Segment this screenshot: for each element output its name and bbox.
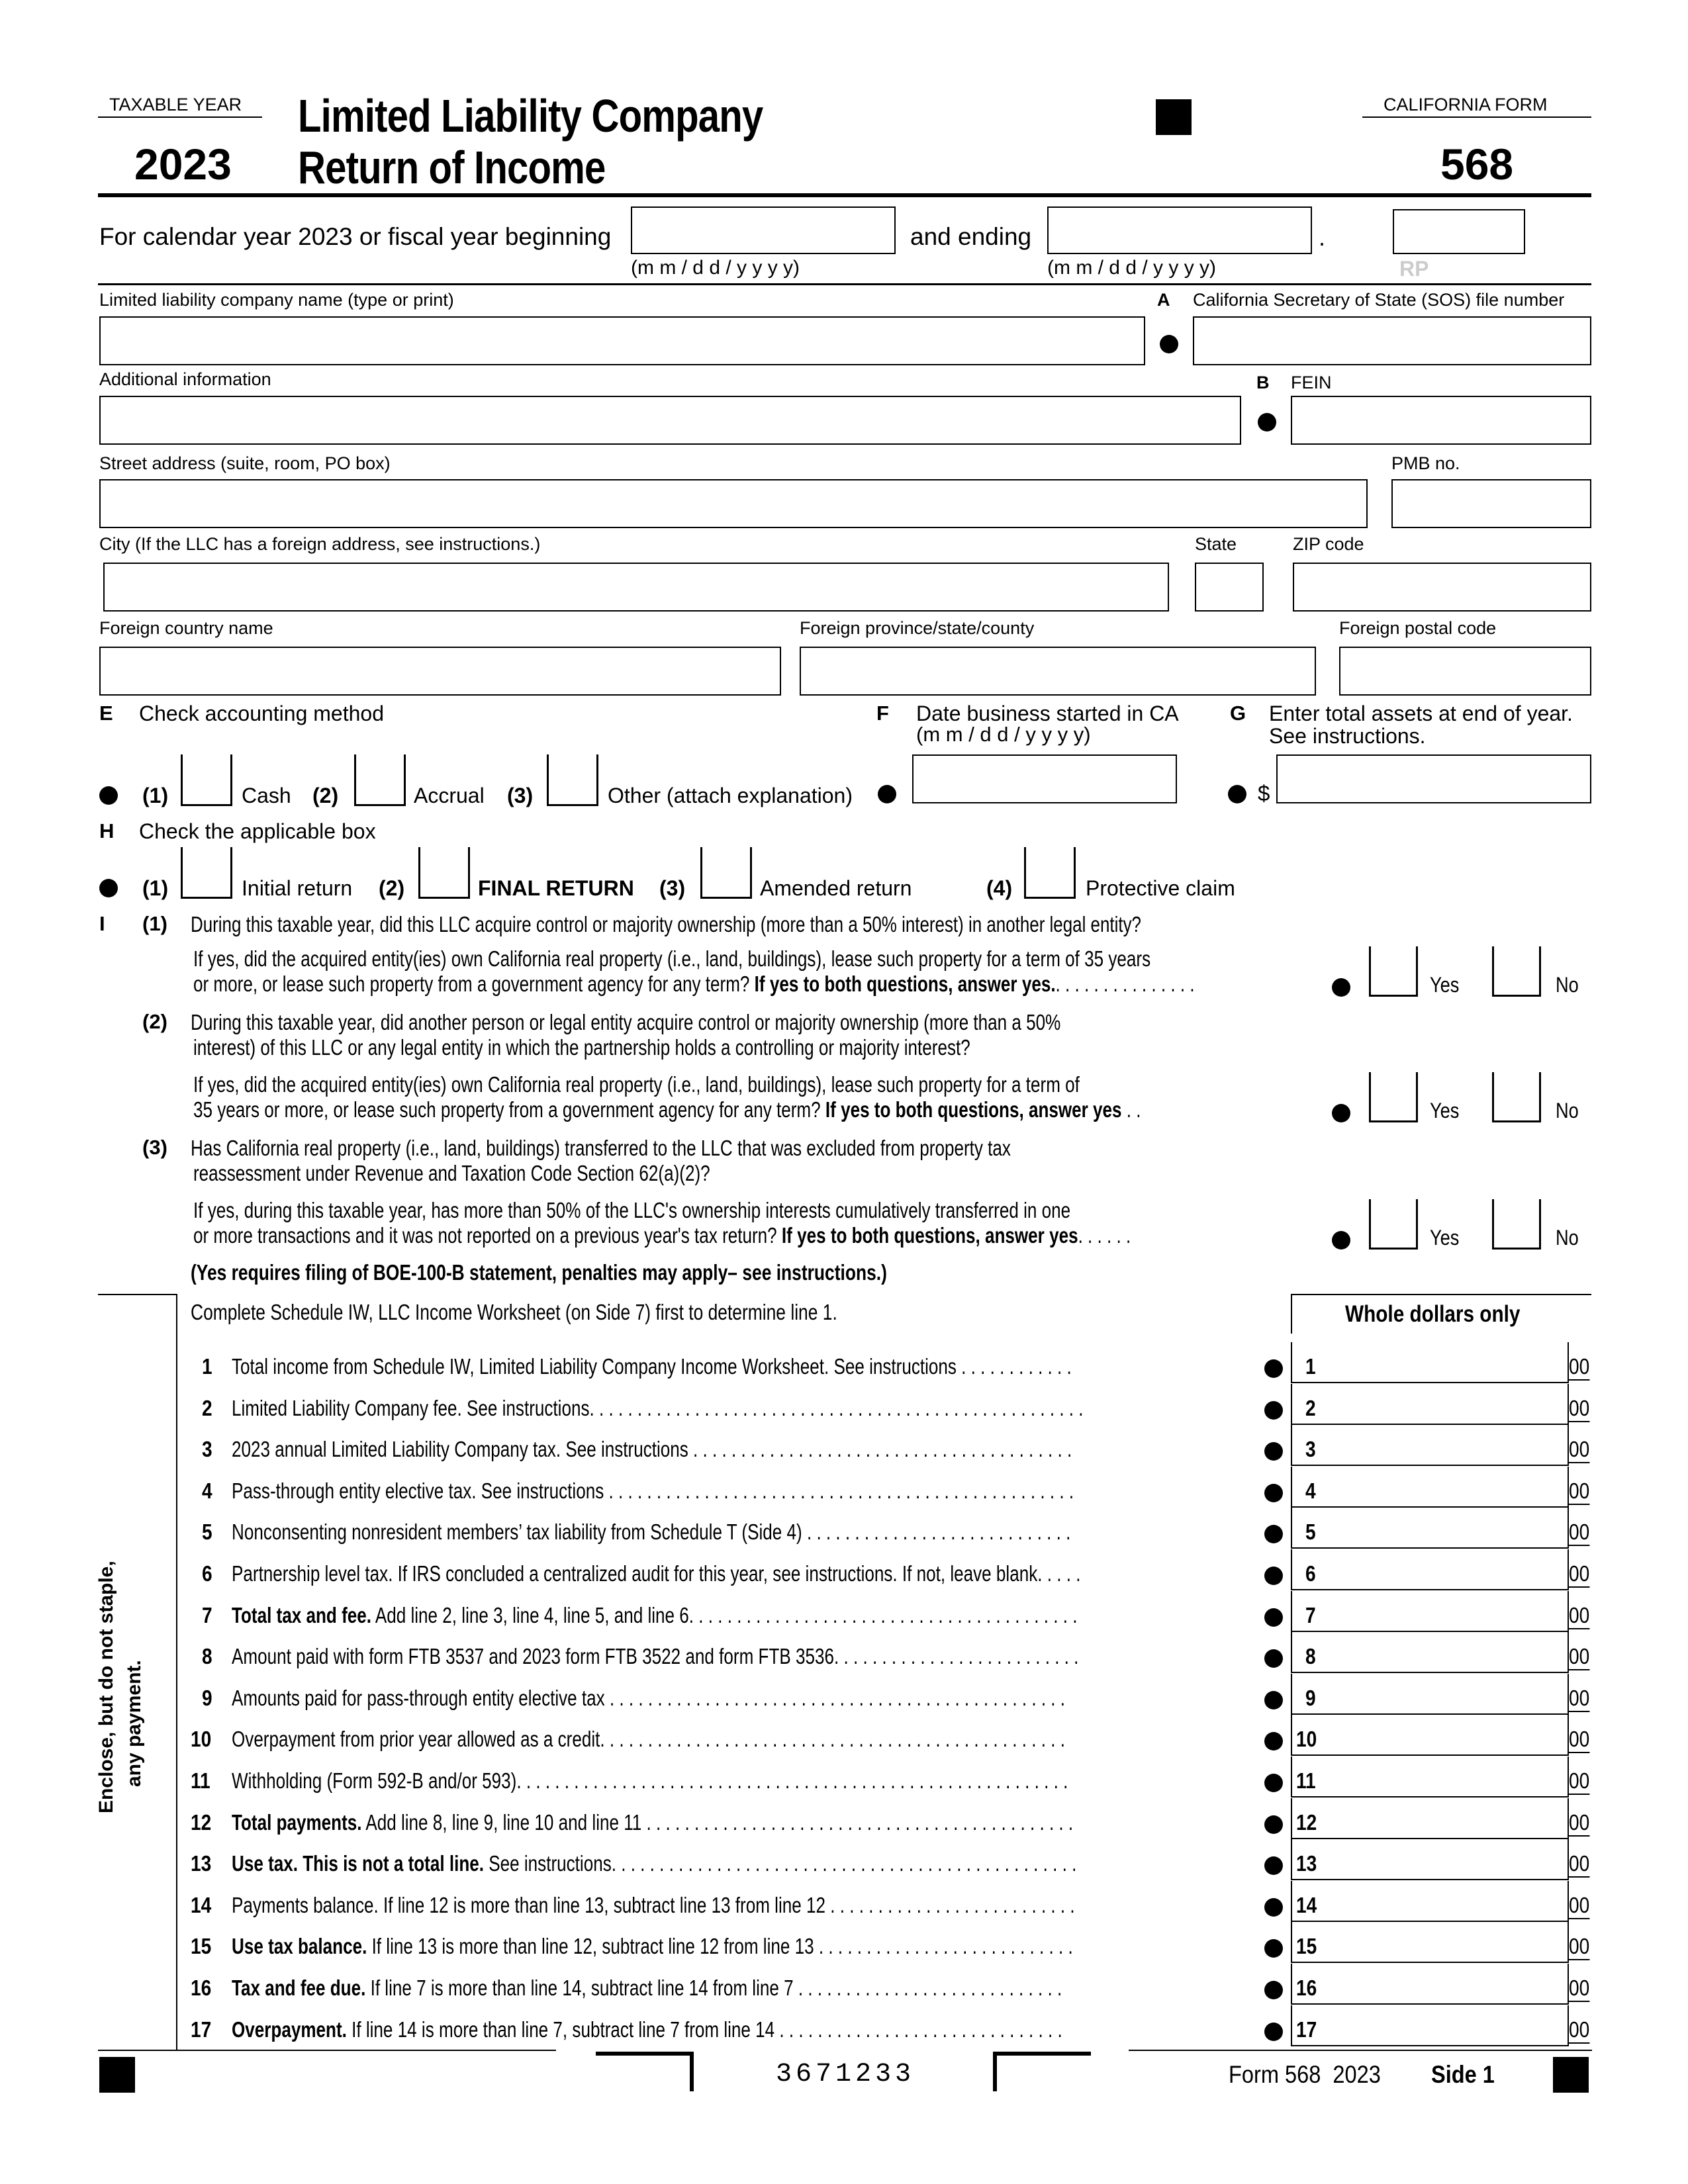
i-q1-text: During this taxable year, did this LLC acquire control or majority ownership (more than a 50% interest) in another legal entity? <box>191 912 1141 936</box>
line-number: 10 <box>191 1727 212 1751</box>
rp-label: RP <box>1399 257 1429 281</box>
line-description <box>232 1603 1173 1628</box>
line-description <box>232 1396 1173 1421</box>
e-other-label: Other (attach explanation) <box>608 784 853 807</box>
line-reference-number: 7 <box>1305 1603 1316 1627</box>
line-description-text: If line 13 is more than line 12, subtract line 12 from line 13 . . . . . . . . . . . . . . . . . . . . . . . . . . . <box>367 1934 1073 1958</box>
i-q1-followup-1: If yes, did the acquired entity(ies) own California real property (i.e., land, buildings), lease such property for a term of 35 years <box>193 946 1151 971</box>
i-q3-instruction: If yes to both questions, answer yes <box>781 1223 1078 1248</box>
line-1-amount-input[interactable] <box>1292 1342 1569 1383</box>
line-7-amount-input[interactable] <box>1292 1591 1569 1632</box>
line-16-amount-input[interactable] <box>1292 1964 1569 2005</box>
i-q3-yes-checkbox[interactable] <box>1369 1199 1418 1250</box>
line-reference-number: 17 <box>1296 2017 1317 2042</box>
required-bullet <box>1264 1401 1283 1420</box>
total-assets-input[interactable] <box>1276 754 1591 803</box>
i-q1-instruction: If yes to both questions, answer yes. <box>754 972 1056 996</box>
line-description-text: Overpayment from prior year allowed as a credit. . . . . . . . . . . . . . . . . . . . . . . . . . . . . . . . . . . . . . . . . . . . . . . . . <box>232 1727 1065 1751</box>
line-description <box>232 1851 1173 1876</box>
i-q1-no-checkbox[interactable] <box>1492 946 1541 997</box>
h-amended-return-checkbox[interactable] <box>700 847 752 899</box>
pmb-label: PMB no. <box>1391 453 1460 473</box>
form-title-line1: Limited Liability Company <box>298 90 763 142</box>
line-box-left-rule <box>1291 1467 1292 1508</box>
line-12-amount-input[interactable] <box>1292 1798 1569 1839</box>
field-a-letter: A <box>1157 290 1170 310</box>
whole-dollars-left-rule <box>1291 1294 1292 1334</box>
line-description-text: 2023 annual Limited Liability Company tax. See instructions . . . . . . . . . . . . . . . . . . . . . . . . . . . . . . . . . . . . . . . . <box>232 1437 1072 1461</box>
required-bullet <box>1332 1231 1350 1250</box>
line-cents: 00 <box>1569 1437 1589 1463</box>
additional-info-label: Additional information <box>99 369 271 389</box>
line-number: 3 <box>202 1437 212 1461</box>
line-description-text: Add line 8, line 9, line 10 and line 11 . . . . . . . . . . . . . . . . . . . . . . . . . . . . . . . . . . . . . . . . . . . . . <box>361 1810 1074 1835</box>
line-cents: 00 <box>1569 1851 1589 1878</box>
sos-file-number-label: California Secretary of State (SOS) file number <box>1193 290 1565 310</box>
line-reference-number: 16 <box>1296 1976 1317 2000</box>
line-number: 12 <box>191 1810 212 1835</box>
i-q2-leader-dots: . . <box>1126 1097 1141 1122</box>
line-number: 7 <box>202 1603 212 1627</box>
required-bullet <box>1332 1104 1350 1122</box>
line-reference-number: 8 <box>1305 1644 1316 1668</box>
required-bullet <box>1264 1608 1283 1627</box>
schedule-top-rule <box>98 1294 176 1295</box>
fein-input[interactable] <box>1291 396 1591 445</box>
footer-left-rule <box>98 2050 556 2051</box>
line-number: 17 <box>191 2017 212 2042</box>
line-box-left-rule <box>1291 1508 1292 1549</box>
i-q2-text-1: During this taxable year, did another person or legal entity acquire control or majority ownership (more than a 50% <box>191 1010 1061 1034</box>
h-option-3-number: (3) <box>659 876 686 900</box>
i-q3-followup-1: If yes, during this taxable year, has more than 50% of the LLC's ownership interests cumulatively transferred in one <box>193 1198 1071 1222</box>
line-reference-number: 5 <box>1305 1520 1316 1544</box>
required-bullet <box>1264 1732 1283 1751</box>
required-bullet <box>1160 335 1178 353</box>
required-bullet <box>1264 1815 1283 1834</box>
line-reference-number: 11 <box>1296 1768 1316 1793</box>
line-reference-number: 14 <box>1296 1893 1317 1917</box>
i-q3-no-label: No <box>1556 1226 1579 1250</box>
line-number: 11 <box>191 1768 211 1793</box>
state-label: State <box>1195 534 1237 554</box>
line-description-bold: Tax and fee due. <box>232 1976 366 2000</box>
line-description <box>232 1727 1173 1752</box>
required-bullet <box>1264 1649 1283 1668</box>
period-rule <box>98 283 1591 285</box>
line-number: 9 <box>202 1686 212 1710</box>
required-bullet <box>1264 1567 1283 1585</box>
h-option-1-number: (1) <box>142 876 169 900</box>
line-description-bold: Overpayment. <box>232 2017 347 2042</box>
line-description-text: Amounts paid for pass-through entity elective tax . . . . . . . . . . . . . . . . . . . . . . . . . . . . . . . . . . . . . . . . . . . . . . . . <box>232 1686 1066 1710</box>
line-6-amount-input[interactable] <box>1292 1549 1569 1590</box>
line-description-text: If line 7 is more than line 14, subtract line 14 from line 7 . . . . . . . . . . . . . . . . . . . . . . . . . . . . <box>365 1976 1062 2000</box>
line-cents: 00 <box>1569 2017 1589 2044</box>
line-description-text: See instructions. . . . . . . . . . . . . . . . . . . . . . . . . . . . . . . . . . . . . . . . . . . . . . . . . <box>484 1851 1077 1876</box>
whole-dollars-header: Whole dollars only <box>1345 1301 1521 1327</box>
line-description-text: Pass-through entity elective tax. See instructions . . . . . . . . . . . . . . . . . . . . . . . . . . . . . . . . . . . . . . . . . . . . . . . . . <box>232 1479 1074 1503</box>
i-q1-leader-dots: . . . . . . . . . . . . . . . <box>1055 972 1195 996</box>
i-q3-number: (3) <box>142 1136 167 1159</box>
h-option-2-number: (2) <box>379 876 405 900</box>
line-description <box>232 2017 1173 2042</box>
required-bullet <box>1264 1939 1283 1958</box>
i-q3-no-checkbox[interactable] <box>1492 1199 1541 1250</box>
line-box-left-rule <box>1291 1384 1292 1425</box>
fiscal-begin-date-input[interactable] <box>631 206 896 254</box>
line-number: 16 <box>191 1976 212 2000</box>
side-note-line-2: any payment. <box>123 1660 145 1787</box>
fein-label: FEIN <box>1291 373 1332 392</box>
i-q3-text-2: reassessment under Revenue and Taxation Code Section 62(a)(2)? <box>193 1161 710 1185</box>
e-option-2-number: (2) <box>312 784 339 807</box>
i-q1-no-label: No <box>1556 973 1579 997</box>
i-q2-no-label: No <box>1556 1099 1579 1122</box>
registration-mark-bottom-right <box>1553 2057 1589 2093</box>
sos-file-number-input[interactable] <box>1193 316 1591 365</box>
zip-label: ZIP code <box>1293 534 1364 554</box>
line-11-amount-input[interactable] <box>1292 1756 1569 1797</box>
line-reference-number: 3 <box>1305 1437 1316 1461</box>
e-accrual-label: Accrual <box>414 784 485 807</box>
required-bullet <box>1264 1898 1283 1917</box>
h-final-return-checkbox[interactable] <box>418 847 470 899</box>
line-number: 5 <box>202 1520 212 1544</box>
line-4-amount-input[interactable] <box>1292 1467 1569 1508</box>
i-q2-instruction: If yes to both questions, answer yes <box>825 1097 1122 1122</box>
schedule-intro: Complete Schedule IW, LLC Income Worksheet (on Side 7) first to determine line 1. <box>191 1300 837 1324</box>
city-label: City (If the LLC has a foreign address, see instructions.) <box>99 534 541 554</box>
line-description-bold: Total tax and fee. <box>232 1603 372 1627</box>
city-input[interactable] <box>103 563 1169 612</box>
section-i-letter: I <box>99 912 105 935</box>
side-note <box>93 1561 145 1813</box>
e-cash-label: Cash <box>242 784 291 807</box>
taxable-year-rule <box>98 116 262 118</box>
line-description <box>232 1520 1173 1545</box>
fiscal-begin-date-hint: (m m / d d / y y y y) <box>631 257 800 279</box>
e-option-1-number: (1) <box>142 784 169 807</box>
taxable-year-label: TAXABLE YEAR <box>109 95 242 114</box>
line-3-amount-input[interactable] <box>1292 1425 1569 1466</box>
line-box-left-rule <box>1291 1798 1292 1839</box>
section-h-letter: H <box>99 819 115 842</box>
state-input[interactable] <box>1195 563 1264 612</box>
line-box-left-rule <box>1291 1549 1292 1590</box>
line-cents: 00 <box>1569 1396 1589 1422</box>
required-bullet <box>878 785 896 803</box>
h-final-return-label: FINAL RETURN <box>478 876 634 900</box>
line-description-text: Add line 2, line 3, line 4, line 5, and line 6. . . . . . . . . . . . . . . . . . . . . . . . . . . . . . . . . . . . . . . . . <box>371 1603 1078 1627</box>
line-number: 1 <box>202 1354 212 1379</box>
i-q3-followup-2-row <box>193 1223 1131 1248</box>
line-cents: 00 <box>1569 1561 1589 1588</box>
line-15-amount-input[interactable] <box>1292 1922 1569 1963</box>
header-rule <box>98 193 1591 197</box>
h-protective-claim-checkbox[interactable] <box>1024 847 1076 899</box>
period-mark: . <box>1319 224 1326 251</box>
i-q2-followup-2-row <box>193 1097 1141 1122</box>
boe-note: (Yes requires filing of BOE-100-B statement, penalties may apply– see instructions.) <box>191 1260 887 1285</box>
line-box-left-rule <box>1291 1425 1292 1466</box>
llc-name-input[interactable] <box>99 316 1145 365</box>
line-reference-number: 10 <box>1296 1727 1317 1751</box>
llc-name-label: Limited liability company name (type or print) <box>99 290 454 310</box>
line-cents: 00 <box>1569 1603 1589 1629</box>
h-amended-return-label: Amended return <box>760 876 912 900</box>
h-initial-return-label: Initial return <box>242 876 353 900</box>
line-description-text: Withholding (Form 592-B and/or 593). . . . . . . . . . . . . . . . . . . . . . . . . . . . . . . . . . . . . . . . . . . . . . . . . . . . . . . . . . <box>232 1768 1068 1793</box>
line-2-amount-input[interactable] <box>1292 1384 1569 1425</box>
line-cents: 00 <box>1569 1768 1589 1795</box>
line-description <box>232 1437 1173 1462</box>
section-g-letter: G <box>1230 702 1246 725</box>
required-bullet <box>1228 785 1246 803</box>
i-q2-followup-2: 35 years or more, or lease such property from a government agency for any term? <box>193 1097 821 1122</box>
foreign-country-label: Foreign country name <box>99 618 273 638</box>
i-q2-no-checkbox[interactable] <box>1492 1072 1541 1122</box>
line-reference-number: 12 <box>1296 1810 1317 1835</box>
required-bullet <box>1258 413 1276 432</box>
registration-mark-top <box>1156 99 1192 135</box>
i-q1-followup-2-row <box>193 972 1195 997</box>
section-e-title: Check accounting method <box>139 702 384 725</box>
line-reference-number: 1 <box>1305 1354 1316 1379</box>
line-box-left-rule <box>1291 1591 1292 1632</box>
line-9-amount-input[interactable] <box>1292 1674 1569 1715</box>
line-cents: 00 <box>1569 1354 1589 1381</box>
h-initial-return-checkbox[interactable] <box>181 847 232 899</box>
foreign-province-input[interactable] <box>800 647 1316 696</box>
section-g-subtitle: See instructions. <box>1269 724 1426 748</box>
i-q2-text-2: interest) of this LLC or any legal entity in which the partnership holds a controlling or majority interest? <box>193 1035 970 1060</box>
i-q2-yes-checkbox[interactable] <box>1369 1072 1418 1122</box>
i-q3-followup-2: or more transactions and it was not reported on a previous year's tax return? <box>193 1223 777 1248</box>
section-h-title: Check the applicable box <box>139 819 376 843</box>
pmb-input[interactable] <box>1391 479 1591 528</box>
line-reference-number: 13 <box>1296 1851 1317 1876</box>
line-cents: 00 <box>1569 1479 1589 1505</box>
line-cents: 00 <box>1569 1893 1589 1919</box>
required-bullet <box>1264 1774 1283 1792</box>
line-number: 8 <box>202 1644 212 1668</box>
line-description-text: Partnership level tax. If IRS concluded a centralized audit for this year, see instructions. If not, leave blank. . . . . <box>232 1561 1081 1586</box>
h-option-4-number: (4) <box>986 876 1013 900</box>
barcode-number: 3671233 <box>776 2060 915 2089</box>
line-box-left-rule <box>1291 1715 1292 1756</box>
line-number: 2 <box>202 1396 212 1420</box>
scan-bracket-left <box>596 2052 694 2091</box>
i-q3-text-1: Has California real property (i.e., land, buildings) transferred to the LLC that was excluded from property tax <box>191 1136 1011 1160</box>
line-number: 13 <box>191 1851 212 1876</box>
required-bullet <box>1264 1981 1283 1999</box>
line-description <box>232 1686 1173 1711</box>
schedule-left-rule <box>176 1294 177 2050</box>
line-cents: 00 <box>1569 1727 1589 1753</box>
line-reference-number: 2 <box>1305 1396 1316 1420</box>
line-description <box>232 1768 1173 1794</box>
line-number: 4 <box>202 1479 212 1503</box>
required-bullet <box>1264 1856 1283 1875</box>
period-lead-text: For calendar year 2023 or fiscal year beginning <box>99 223 612 250</box>
line-description-text: If line 14 is more than line 7, subtract line 7 from line 14 . . . . . . . . . . . . . . . . . . . . . . . . . . . . . . <box>346 2017 1062 2042</box>
line-cents: 00 <box>1569 1976 1589 2002</box>
form-title-line2: Return of Income <box>298 142 606 193</box>
line-box-left-rule <box>1291 1756 1292 1797</box>
and-ending-label: and ending <box>910 223 1032 250</box>
line-description-text: Limited Liability Company fee. See instructions. . . . . . . . . . . . . . . . . . . . . . . . . . . . . . . . . . . . . . . . . . . . . . . . . . . . <box>232 1396 1084 1420</box>
line-reference-number: 4 <box>1305 1479 1316 1503</box>
required-bullet <box>1332 978 1350 997</box>
line-description-bold: Use tax. This is not a total line. <box>232 1851 485 1876</box>
california-form-label: CALIFORNIA FORM <box>1383 95 1548 114</box>
i-q2-yes-label: Yes <box>1430 1099 1460 1122</box>
line-box-left-rule <box>1291 2005 1292 2046</box>
i-q1-yes-checkbox[interactable] <box>1369 946 1418 997</box>
line-description <box>232 1893 1173 1918</box>
line-description-text: Amount paid with form FTB 3537 and 2023 form FTB 3522 and form FTB 3536. . . . . . . . . . . . . . . . . . . . . . . . . . <box>232 1644 1079 1668</box>
required-bullet <box>1264 1525 1283 1543</box>
line-14-amount-input[interactable] <box>1292 1881 1569 1922</box>
line-description-text: Payments balance. If line 12 is more than line 13, subtract line 13 from line 12 . . . . . . . . . . . . . . . . . . . . . . . . . . <box>232 1893 1075 1917</box>
line-10-amount-input[interactable] <box>1292 1715 1569 1756</box>
e-option-3-number: (3) <box>507 784 534 807</box>
whole-dollars-top-rule <box>1291 1294 1591 1295</box>
line-8-amount-input[interactable] <box>1292 1632 1569 1673</box>
line-description <box>232 1644 1173 1669</box>
section-e-letter: E <box>99 702 113 725</box>
fiscal-end-date-input[interactable] <box>1047 206 1312 254</box>
e-other-checkbox[interactable] <box>547 754 598 806</box>
required-bullet <box>99 786 118 805</box>
registration-mark-bottom-left <box>99 2057 135 2093</box>
line-reference-number: 9 <box>1305 1686 1316 1710</box>
line-box-left-rule <box>1291 1922 1292 1963</box>
scan-bracket-right <box>993 2052 1091 2091</box>
line-5-amount-input[interactable] <box>1292 1508 1569 1549</box>
i-q1-yes-label: Yes <box>1430 973 1460 997</box>
line-description <box>232 1976 1173 2001</box>
line-description <box>232 1561 1173 1586</box>
foreign-postal-input[interactable] <box>1339 647 1591 696</box>
section-g-title: Enter total assets at end of year. <box>1269 702 1573 725</box>
i-q1-number: (1) <box>142 912 167 935</box>
required-bullet <box>1264 2023 1283 2041</box>
i-q3-leader-dots: . . . . . . <box>1078 1223 1131 1248</box>
line-description <box>232 1479 1173 1504</box>
line-box-left-rule <box>1291 1674 1292 1715</box>
line-box-left-rule <box>1291 1881 1292 1922</box>
california-form-rule <box>1362 116 1591 118</box>
line-number: 6 <box>202 1561 212 1586</box>
line-cents: 00 <box>1569 1810 1589 1837</box>
line-cents: 00 <box>1569 1520 1589 1546</box>
line-description <box>232 1354 1173 1379</box>
line-13-amount-input[interactable] <box>1292 1839 1569 1880</box>
line-reference-number: 6 <box>1305 1561 1316 1586</box>
section-f-hint: (m m / d d / y y y y) <box>916 723 1091 746</box>
additional-info-input[interactable] <box>99 396 1241 445</box>
i-q2-number: (2) <box>142 1010 167 1033</box>
line-cents: 00 <box>1569 1686 1589 1712</box>
line-cents: 00 <box>1569 1934 1589 1960</box>
field-b-letter: B <box>1256 373 1270 392</box>
line-17-amount-input[interactable] <box>1292 2005 1569 2046</box>
i-q3-yes-label: Yes <box>1430 1226 1460 1250</box>
foreign-country-input[interactable] <box>99 647 781 696</box>
footer-form-label: Form 568 2023 <box>1229 2061 1381 2088</box>
line-cents: 00 <box>1569 1644 1589 1670</box>
street-address-input[interactable] <box>99 479 1368 528</box>
required-bullet <box>1264 1484 1283 1502</box>
line-description-text: Total income from Schedule IW, Limited Liability Company Income Worksheet. See instructions . . . . . . . . . . . . <box>232 1354 1072 1379</box>
line-description-text: Nonconsenting nonresident members’ tax liability from Schedule T (Side 4) . . . . . . . . . . . . . . . . . . . . . . . . . . . . <box>232 1520 1071 1544</box>
footer-side: Side 1 <box>1431 2061 1495 2088</box>
date-started-input[interactable] <box>912 754 1177 803</box>
required-bullet <box>1264 1442 1283 1461</box>
street-address-label: Street address (suite, room, PO box) <box>99 453 391 473</box>
rp-input[interactable] <box>1393 209 1525 254</box>
line-description-bold: Use tax balance. <box>232 1934 367 1958</box>
fiscal-end-date-hint: (m m / d d / y y y y) <box>1047 257 1217 279</box>
line-box-left-rule <box>1291 1342 1292 1383</box>
h-protective-claim-label: Protective claim <box>1086 876 1235 900</box>
section-f-title: Date business started in CA <box>916 702 1179 725</box>
footer-right-rule <box>1129 2050 1592 2051</box>
required-bullet <box>1264 1359 1283 1378</box>
dollar-sign: $ <box>1258 781 1270 805</box>
line-description-bold: Total payments. <box>232 1810 362 1835</box>
line-box-left-rule <box>1291 1839 1292 1880</box>
foreign-province-label: Foreign province/state/county <box>800 618 1035 638</box>
line-box-left-rule <box>1291 1964 1292 2005</box>
zip-input[interactable] <box>1293 563 1591 612</box>
side-note-line-1: Enclose, but do not staple, <box>95 1561 117 1813</box>
required-bullet <box>1264 1691 1283 1709</box>
taxable-year: 2023 <box>134 140 232 189</box>
line-number: 14 <box>191 1893 212 1917</box>
line-description <box>232 1934 1173 1959</box>
e-accrual-checkbox[interactable] <box>354 754 406 806</box>
line-number: 15 <box>191 1934 212 1958</box>
section-f-letter: F <box>876 702 889 725</box>
i-q1-followup-2: or more, or lease such property from a government agency for any term? <box>193 972 750 996</box>
line-description <box>232 1810 1173 1835</box>
i-q2-followup-1: If yes, did the acquired entity(ies) own California real property (i.e., land, buildings), lease such property for a term of <box>193 1072 1080 1097</box>
line-box-left-rule <box>1291 1632 1292 1673</box>
line-reference-number: 15 <box>1296 1934 1317 1958</box>
form-number: 568 <box>1440 140 1514 189</box>
required-bullet <box>99 879 118 897</box>
foreign-postal-label: Foreign postal code <box>1339 618 1497 638</box>
e-cash-checkbox[interactable] <box>181 754 232 806</box>
